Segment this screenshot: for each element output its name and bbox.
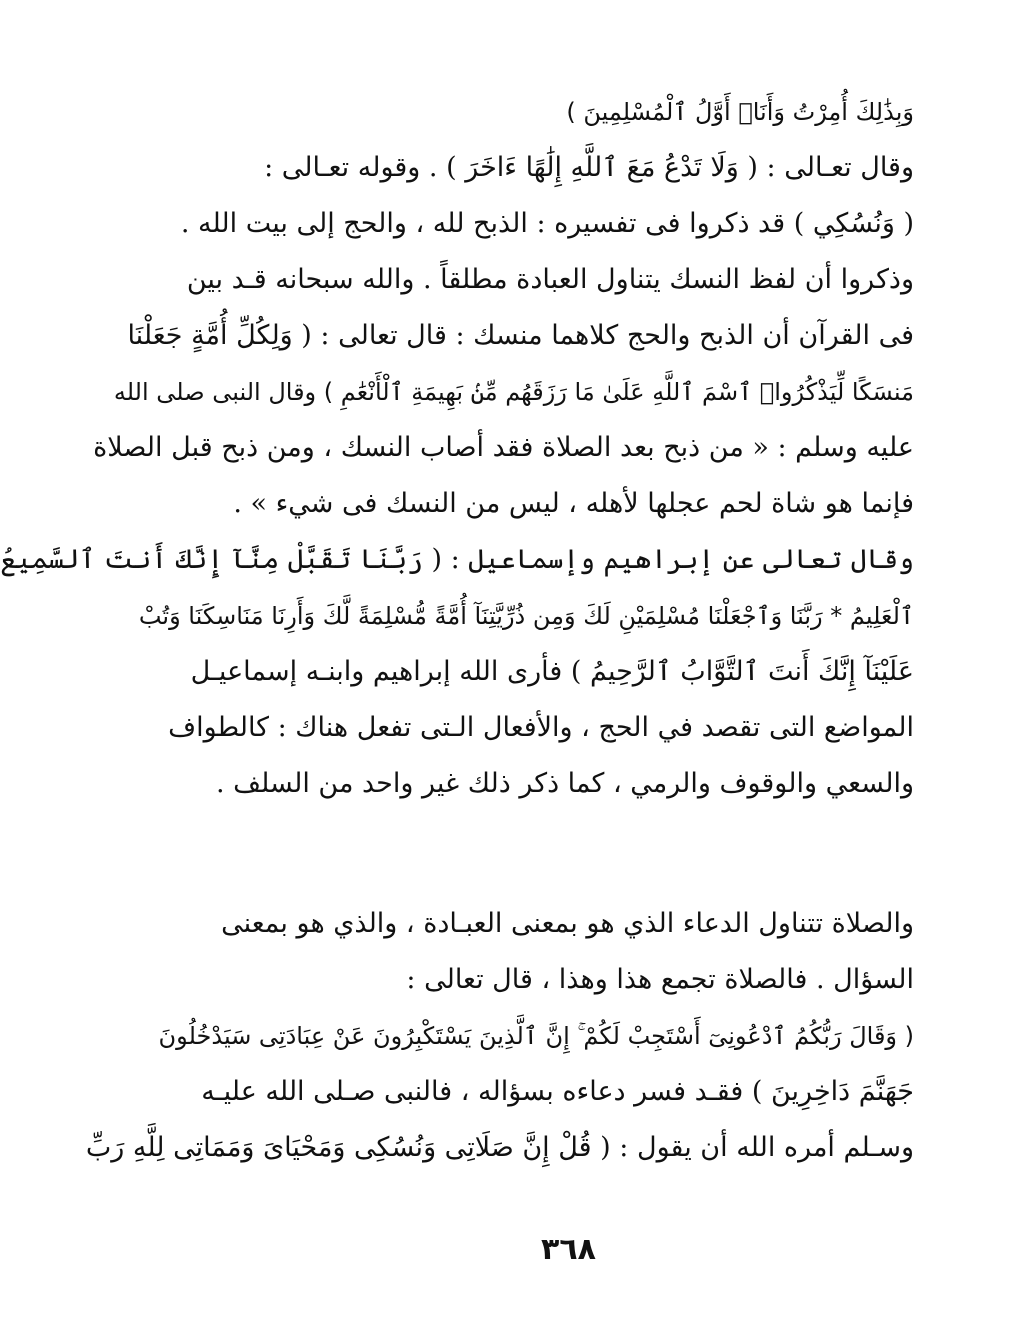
text-line: والصلاة تتناول الدعاء الذي هو بمعنى العبـادة ، والذي هو بمعنى	[221, 908, 914, 939]
text-line: مَنسَكًا لِّيَذْكُرُوا۟ ٱسْمَ ٱللَّهِ عَلَىٰ مَا رَزَقَهُم مِّنۢ بَهِيمَةِ ٱلْأَنْعَٰمِ ) وقال النبى صلى الله	[113, 378, 914, 406]
page-number: ٣٦٨	[541, 1232, 596, 1267]
text-line: فإنما هو شاة لحم عجلها لأهله ، ليس من النسك فى شيء » .	[233, 488, 914, 519]
text-line: فى القرآن أن الذبح والحج كلاهما منسك : قال تعالى : ( وَلِكُلِّ أُمَّةٍ جَعَلْنَا	[127, 320, 914, 351]
text-line: وقال تعـالى : ( وَلَا تَدْعُ مَعَ ٱللَّهِ إِلَٰهًا ءَاخَرَ ) . وقوله تعـالى :	[264, 152, 914, 183]
text-line: عَلَيْنَآ إِنَّكَ أَنتَ ٱلتَّوَّابُ ٱلرَّحِيمُ ) فأرى الله إبراهيم وابنـه إسماعيـل	[190, 656, 914, 687]
text-line: وسـلم أمره الله أن يقول : ( قُلْ إِنَّ صَلَاتِى وَنُسُكِى وَمَحْيَاىَ وَمَمَاتِى لِلَّهِ رَبِّ	[85, 1132, 914, 1163]
text-line: وذكروا أن لفظ النسك يتناول العبادة مطلقاً . والله سبحانه قـد بين	[186, 264, 914, 295]
text-line: ٱلْعَلِيمُ * رَبَّنَا وَٱجْعَلْنَا مُسْلِمَيْنِ لَكَ وَمِن ذُرِّيَّتِنَآ أُمَّةً مُّسْلِمَةً لَّكَ وَأَرِنَا مَنَاسِكَنَا وَتُبْ	[138, 602, 914, 630]
text-line: وقال تعالى عن إبراهيم وإسماعيل : ( رَبَّنَا تَقَبَّلْ مِنَّآ إِنَّكَ أَنتَ ٱلسَّمِيعُ	[0, 544, 914, 575]
paragraph-2	[85, 896, 914, 1176]
text-line: والسعي والوقوف والرمي ، كما ذكر ذلك غير واحد من السلف .	[215, 768, 914, 799]
text-line: عليه وسلم : « من ذبح بعد الصلاة فقد أصاب النسك ، ومن ذبح قبل الصلاة	[93, 432, 914, 463]
text-line: جَهَنَّمَ دَاخِرِينَ ) فقـد فسر دعاءه بسؤاله ، فالنبى صـلى الله عليـه	[201, 1076, 914, 1107]
paragraph-1	[0, 84, 914, 812]
text-line: وَبِذَٰلِكَ أُمِرْتُ وَأَنَا۠ أَوَّلُ ٱلْمُسْلِمِينَ )	[566, 98, 914, 126]
text-line: ( وَقَالَ رَبُّكُمُ ٱدْعُونِىٓ أَسْتَجِبْ لَكُمْ ۚ إِنَّ ٱلَّذِينَ يَسْتَكْبِرُونَ عَنْ عِبَادَتِى سَيَدْخُلُونَ	[158, 1022, 914, 1050]
text-line: السؤال . فالصلاة تجمع هذا وهذا ، قال تعالى :	[406, 964, 914, 995]
text-line: المواضع التى تقصد في الحج ، والأفعال الـتى تفعل هناك : كالطواف	[168, 712, 914, 743]
text-line: ( وَنُسُكِي ) قد ذكروا فى تفسيره : الذبح لله ، والحج إلى بيت الله .	[180, 208, 914, 239]
